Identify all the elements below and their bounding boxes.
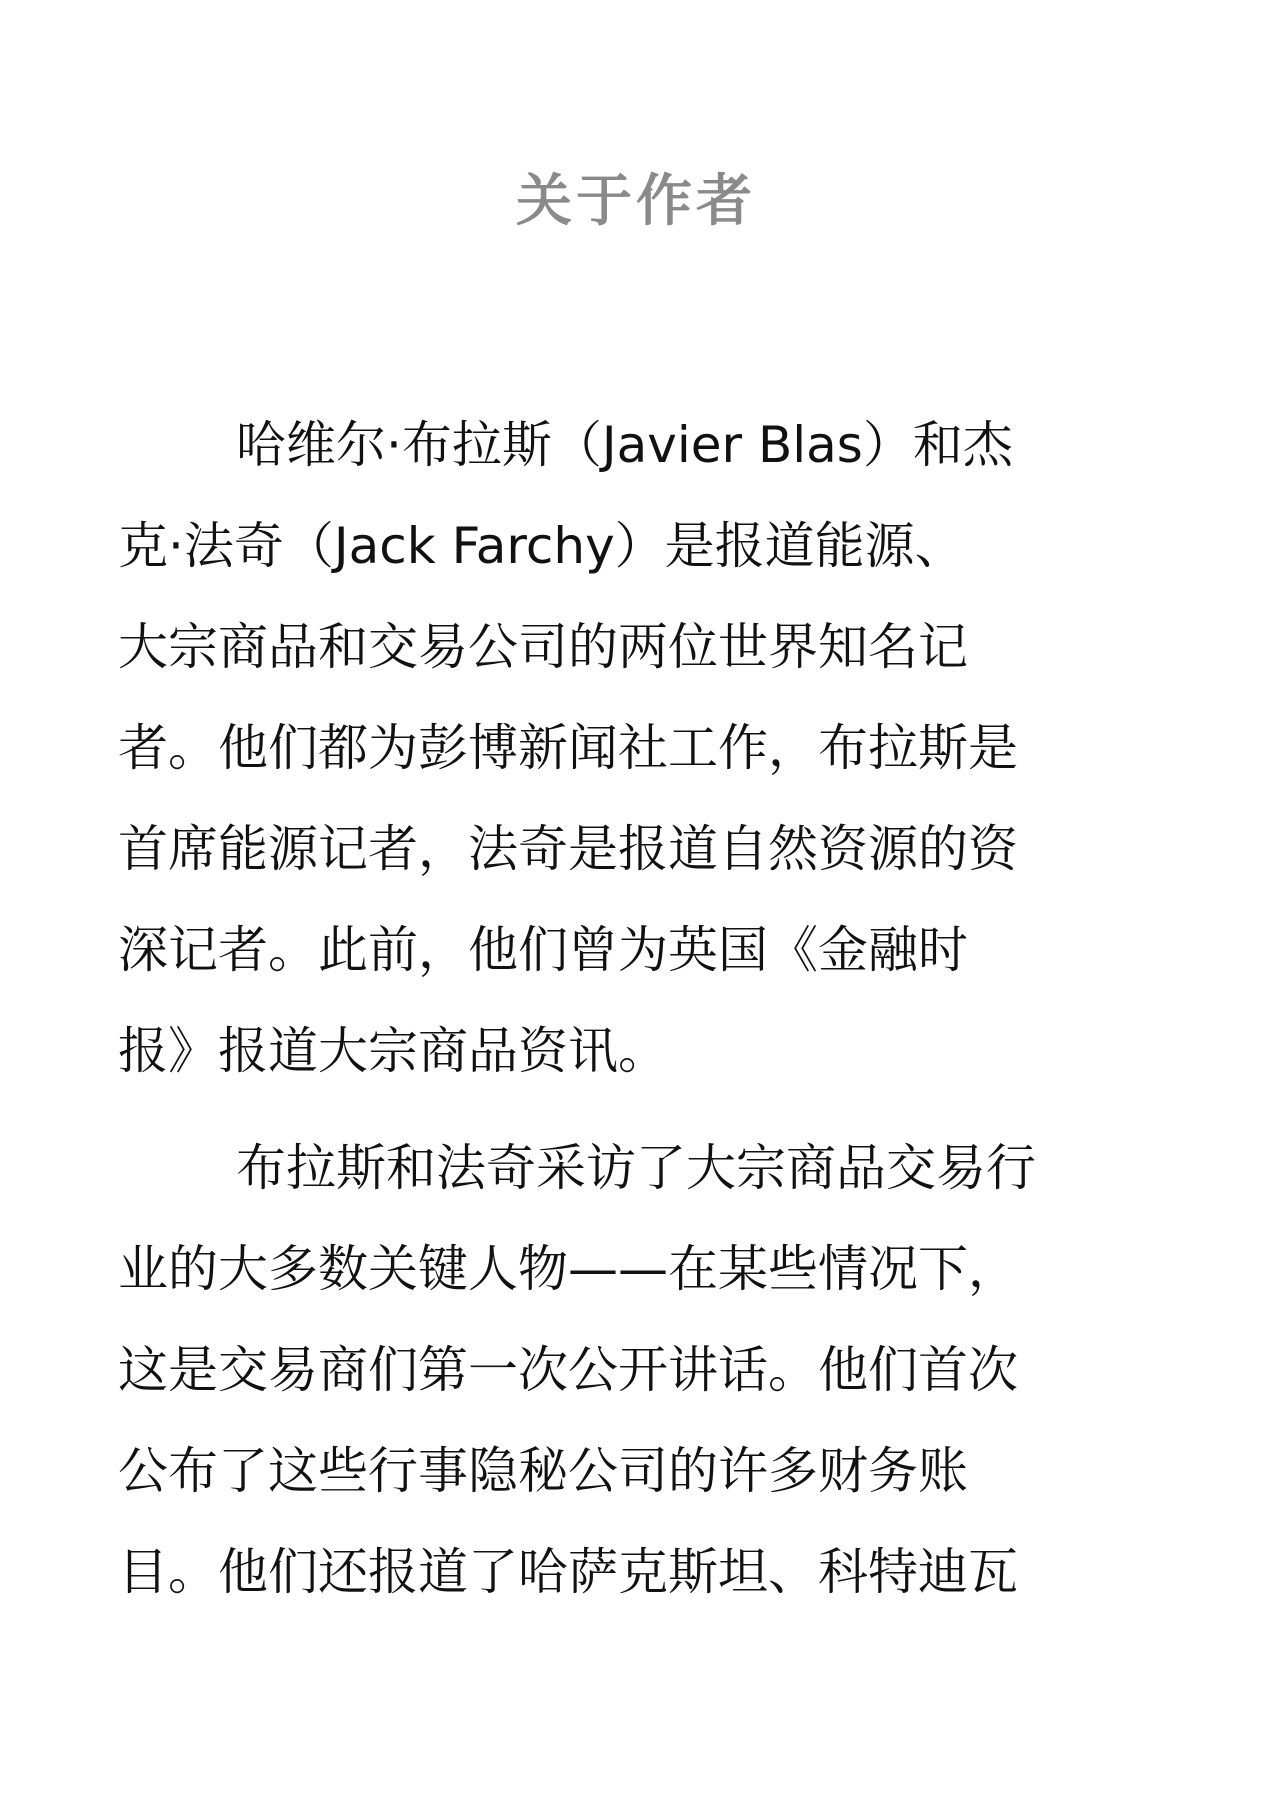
- text-line: 业的大多数关键人物——在某些情况下，: [118, 1240, 1018, 1298]
- paragraph-2: [118, 1118, 1158, 1623]
- text-line: 者。他们都为彭博新闻社工作，布拉斯是: [118, 719, 1018, 777]
- text-line: 大宗商品和交易公司的两位世界知名记: [118, 618, 968, 676]
- text-line: 哈维尔·布拉斯（Javier Blas）和杰: [236, 416, 1013, 474]
- text-line: 这是交易商们第一次公开讲话。他们首次: [118, 1341, 1018, 1399]
- text-line: 报》报道大宗商品资讯。: [118, 1022, 668, 1080]
- page-title: 关于作者: [516, 169, 756, 234]
- text-line: 布拉斯和法奇采访了大宗商品交易行: [236, 1139, 1036, 1197]
- text-line: 深记者。此前，他们曾为英国《金融时: [118, 921, 968, 979]
- body-text: [118, 395, 1158, 1639]
- text-line: 克·法奇（Jack Farchy）是报道能源、: [118, 517, 965, 575]
- text-line: 公布了这些行事隐秘公司的许多财务账: [118, 1442, 968, 1500]
- text-line: 首席能源记者，法奇是报道自然资源的资: [118, 820, 1018, 878]
- text-line: 目。他们还报道了哈萨克斯坦、科特迪瓦: [118, 1543, 1018, 1601]
- paragraph-1: [118, 395, 1158, 1102]
